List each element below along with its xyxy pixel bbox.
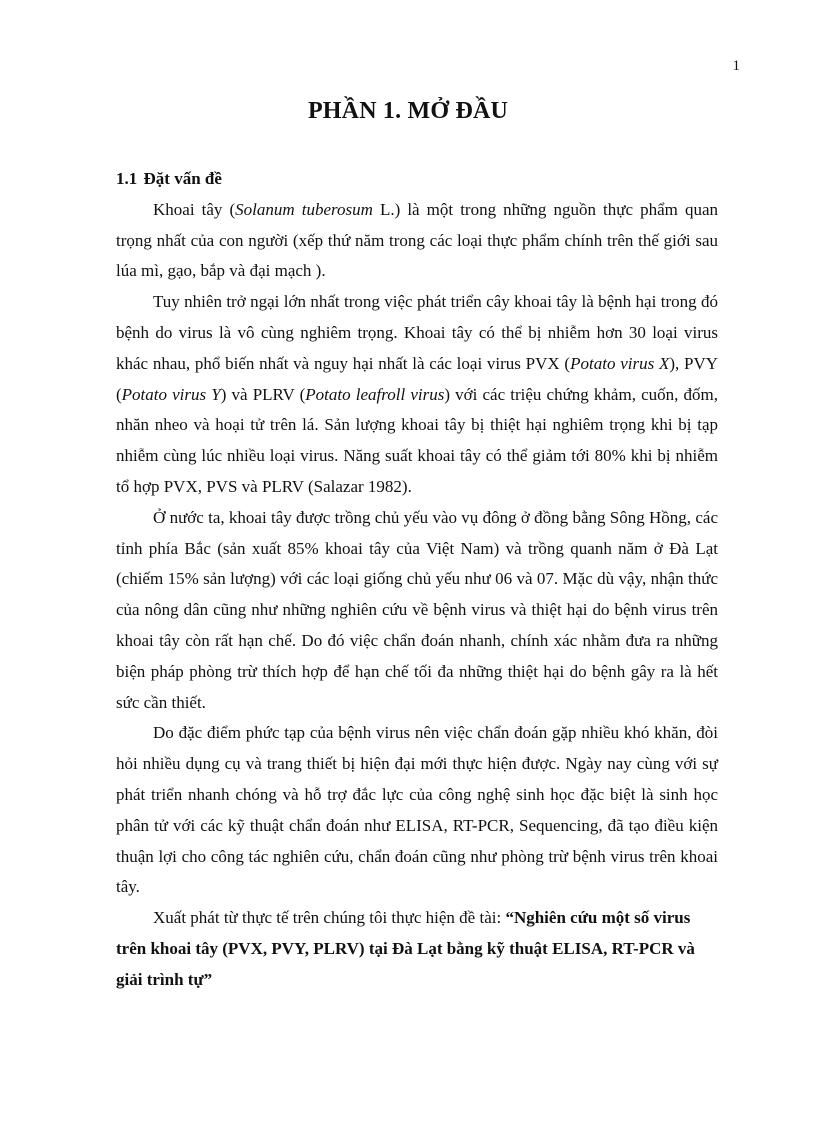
paragraph-text: Tuy nhiên trở ngại lớn nhất trong việc phát triển cây khoai tây là bệnh hại trong đó bệnh do virus là vô cùng nghiêm trọng. Khoai tây có thể bị nhiễm hơn 30 loại virus khác nhau, phổ biến nhất và nguy hại nhất là các loại virus PVX ( (116, 292, 718, 373)
virus-name: Potato virus Y (121, 384, 221, 404)
paragraph-4: Do đặc điểm phức tạp của bệnh virus nên việc chẩn đoán gặp nhiều khó khăn, đòi hỏi nhiều dụng cụ và trang thiết bị hiện đại mới thực hiện được. Ngày nay cùng với sự phát triển nhanh chóng và hỗ trợ đắc lực của công nghệ sinh học đặc biệt là sinh học phân tử với các kỹ thuật chẩn đoán như ELISA, RT-PCR, Sequencing, đã tạo điều kiện thuận lợi cho công tác nghiên cứu, chẩn đoán cũng như phòng trừ bệnh virus trên khoai tây. (116, 723, 718, 897)
paragraph-1 (116, 195, 718, 287)
virus-name: Potato virus X (570, 353, 670, 373)
chapter-title: PHẦN 1. MỞ ĐẦU (307, 98, 509, 124)
section-heading (116, 164, 718, 195)
thesis-title: “Nghiên cứu một số virus trên khoai tây (PVX, PVY, PLRV) tại Đà Lạt bằng kỹ thuật ELISA, RT-PCR và giải trình tự” (116, 908, 695, 989)
section-title: Đặt vấn đề (143, 169, 222, 188)
paragraph-3: Ở nước ta, khoai tây được trồng chủ yếu vào vụ đông ở đồng bằng Sông Hồng, các tỉnh phía Bắc (sản xuất 85% khoai tây của Việt Nam) và trồng quanh năm ở Đà Lạt (chiếm 15% sản lượng) với các loại giống chủ yếu như 06 và 07. Mặc dù vậy, nhận thức của nông dân cũng như những nghiên cứu về bệnh virus và thiệt hại do bệnh virus trên khoai tây còn rất hạn chế. Do đó việc chẩn đoán nhanh, chính xác nhằm đưa ra những biện pháp phòng trừ thích hợp để hạn chế tối đa những thiệt hại do bệnh gây ra là hết sức cần thiết. (116, 507, 718, 712)
species-name: Solanum tuberosum (235, 199, 373, 219)
section-number: 1.1 (116, 169, 138, 188)
paragraph-text: Xuất phát từ thực tế trên chúng tôi thực hiện đề tài: (153, 908, 506, 928)
body-text (116, 164, 718, 996)
virus-name: Potato leafroll virus (305, 384, 445, 404)
paragraph-5 (116, 903, 718, 995)
paragraph-text: ) với các triệu chứng khảm, cuốn, đốm, nhăn nheo và hoại tử trên lá. Sản lượng khoai tây bị thiệt hại nghiêm trọng khi bị tạp nhiễm cùng lúc nhiều loại virus. Năng suất khoai tây có thể giảm tới 80% khi bị nhiễm tổ hợp PVX, PVS và PLRV (Salazar 1982). (116, 384, 718, 496)
paragraph-text: ), PVY ( (116, 353, 718, 404)
paragraph-text: L.) là một trong những nguồn thực phẩm quan trọng nhất của con người (xếp thứ năm trong các loại thực phẩm chính trên thế giới sau lúa mì, gạo, bắp và đại mạch ). (116, 199, 718, 281)
page-number: 1 (732, 58, 740, 74)
paragraph-2 (116, 287, 718, 503)
paragraph-text: ) và PLRV ( (220, 384, 306, 404)
paragraph-text: Khoai tây ( (153, 199, 236, 219)
